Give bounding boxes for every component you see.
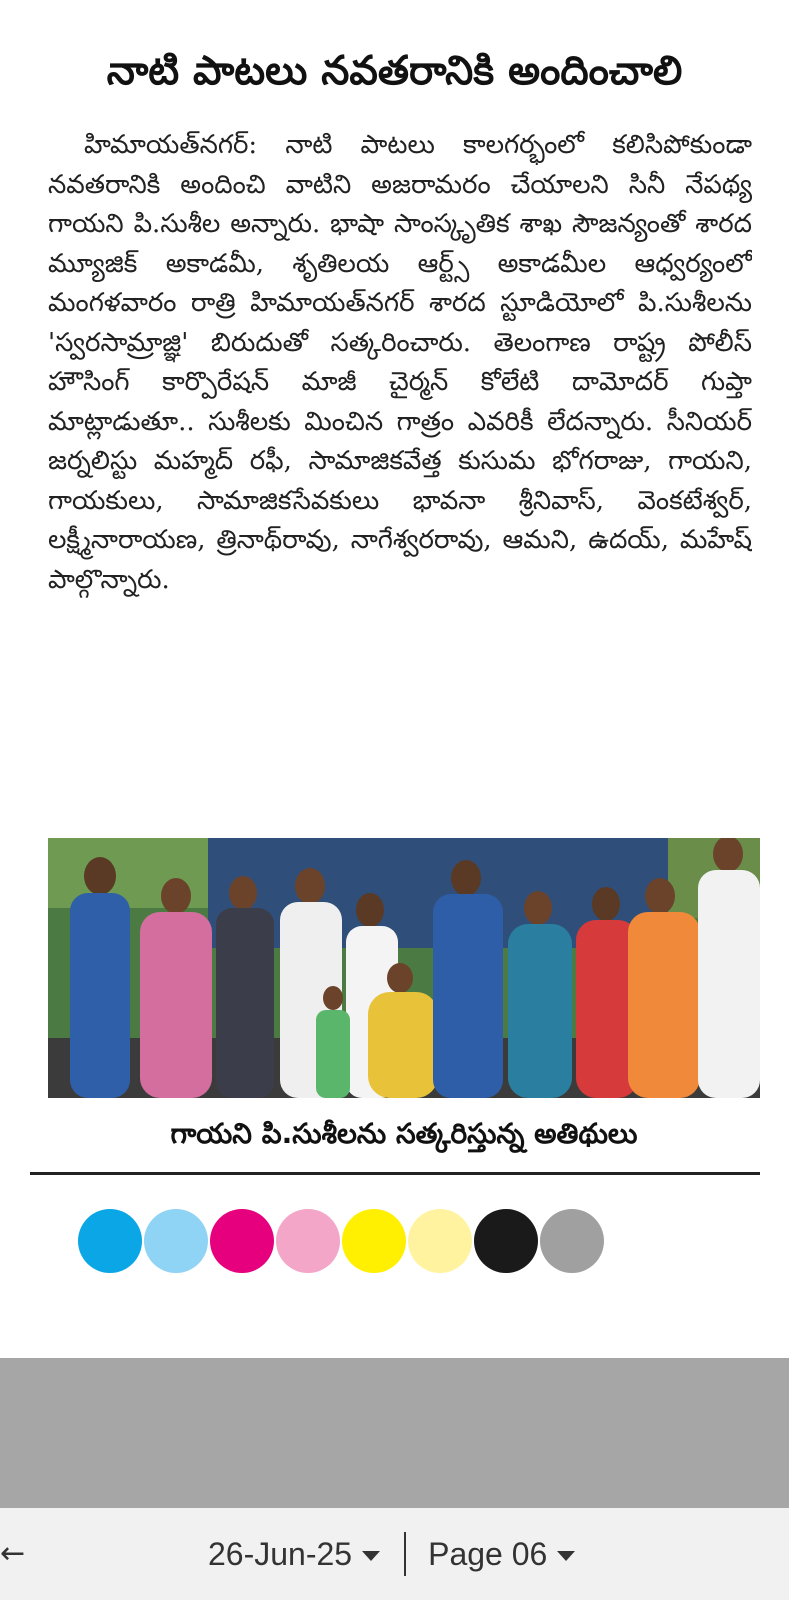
viewer-toolbar bbox=[0, 1508, 789, 1600]
article-body: హిమాయత్‌నగర్: నాటి పాటలు కాలగర్భంలో కలిసిపోకుండా నవతరానికి అందించి వాటిని అజరామరం చేయాలని సినీ నేపథ్య గాయని పి.సుశీల అన్నారు. భాషా సాంస్కృతిక శాఖ సౌజన్యంతో శారద మ్యూజిక్ అకాడమీ, శృతిలయ ఆర్ట్స్ అకాడమీల ఆధ్వర్యంలో మంగళవారం రాత్రి హిమాయత్‌నగర్ శారద స్టూడియోలో పి.సుశీలను 'స్వరసామ్రాజ్ఞి' బిరుదుతో సత్కరించారు. తెలంగాణ రాష్ట్ర పోలీస్ హౌసింగ్ కార్పొరేషన్ మాజీ చైర్మన్ కోలేటి దామోదర్ గుప్తా మాట్లాడుతూ.. సుశీలకు మించిన గాత్రం ఎవరికీ లేదన్నారు. సీనియర్ జర్నలిస్టు మహ్మద్ రఫీ, సామాజికవేత్త కుసుమ భోగరాజు, గాయని, గాయకులు, సామాజికసేవకులు భావనా శ్రీనివాస్, వెంకటేశ్వర్, లక్ష్మీనారాయణ, త్రినాథ్‌రావు, నాగేశ్వరరావు, ఆమని, ఉదయ్, మహేష్ పాల్గొన్నారు. bbox=[48, 130, 752, 595]
back-arrow-icon[interactable]: ← bbox=[0, 1536, 26, 1571]
photo-caption: గాయని పి.సుశీలను సత్కరిస్తున్న అతిథులు bbox=[170, 1117, 638, 1150]
group-photo-illustration bbox=[48, 838, 760, 1098]
date-dropdown[interactable] bbox=[208, 1536, 380, 1573]
color-swatch-gray bbox=[540, 1209, 604, 1273]
registration-color-marks bbox=[78, 1209, 604, 1273]
article-photo bbox=[48, 838, 760, 1098]
color-swatch-light-magenta bbox=[276, 1209, 340, 1273]
page-dropdown[interactable] bbox=[428, 1536, 575, 1573]
color-swatch-light-cyan bbox=[144, 1209, 208, 1273]
empty-viewer-area bbox=[0, 1358, 789, 1508]
divider-rule bbox=[30, 1172, 760, 1175]
date-label: 26-Jun-25 bbox=[208, 1535, 353, 1572]
color-swatch-magenta bbox=[210, 1209, 274, 1273]
color-swatch-light-yellow bbox=[408, 1209, 472, 1273]
article-headline: నాటి పాటలు నవతరానికి అందించాలి bbox=[106, 48, 683, 94]
page-label: Page 06 bbox=[428, 1535, 548, 1572]
edition-navigation bbox=[208, 1528, 575, 1580]
caret-down-icon bbox=[557, 1551, 575, 1561]
caret-down-icon bbox=[362, 1551, 380, 1561]
color-swatch-cyan bbox=[78, 1209, 142, 1273]
toolbar-divider bbox=[404, 1532, 406, 1576]
color-swatch-yellow bbox=[342, 1209, 406, 1273]
color-swatch-black bbox=[474, 1209, 538, 1273]
